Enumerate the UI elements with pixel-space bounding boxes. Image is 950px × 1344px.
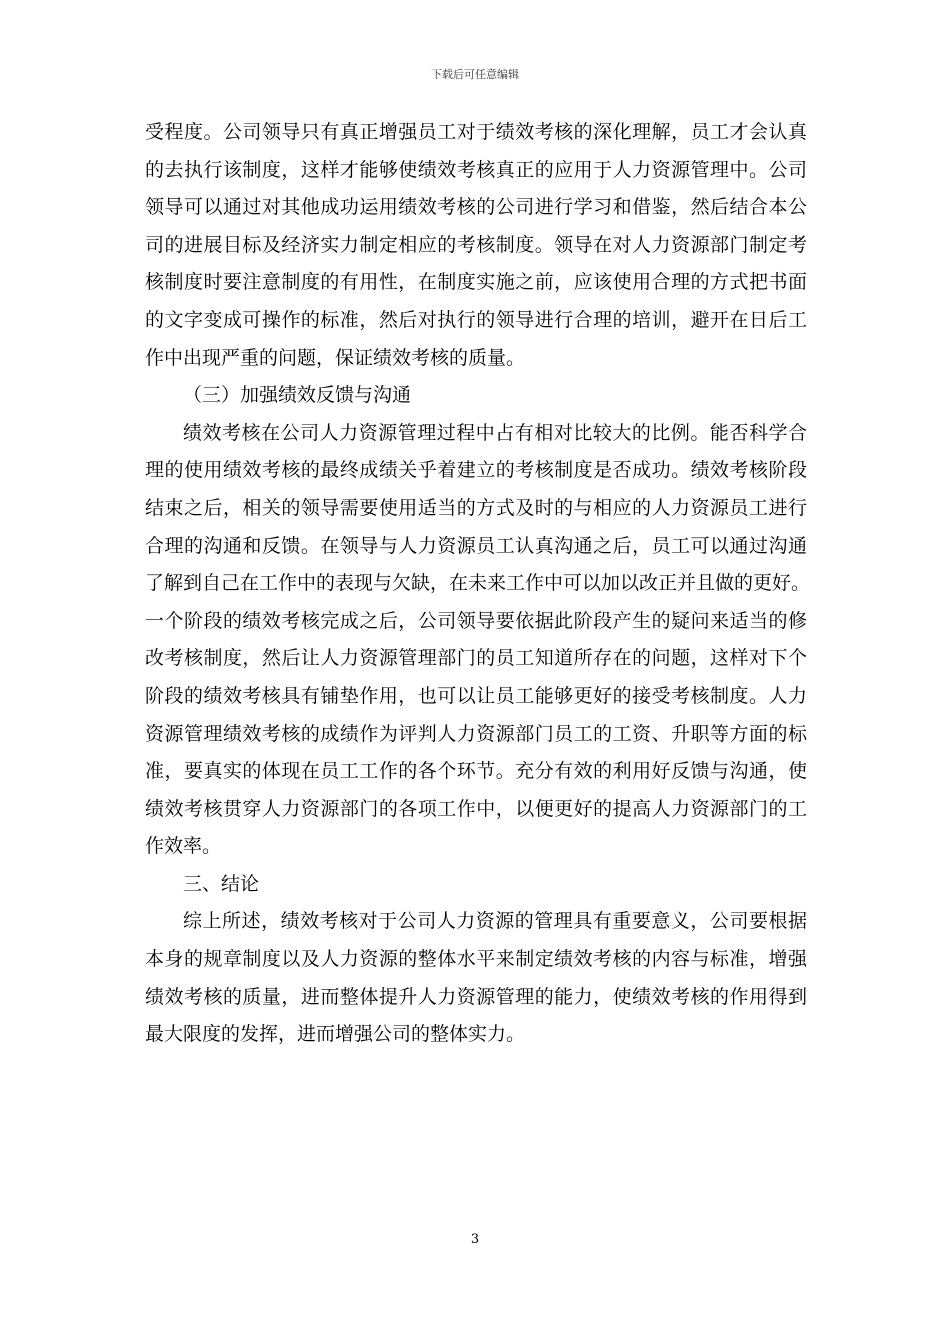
text-line: 结束之后，相关的领导需要使用适当的方式及时的与相应的人力资源员工进行 [145,496,807,519]
text-line: 资源管理绩效考核的成绩作为评判人力资源部门员工的工资、升职等方面的标 [145,722,807,745]
text-line: 领导可以通过对其他成功运用绩效考核的公司进行学习和借鉴，然后结合本公 [145,196,807,219]
document-body [145,114,811,1054]
text-line: 理的使用绩效考核的最终成绩关乎着建立的考核制度是否成功。绩效考核阶段 [145,459,807,482]
text-line: 的去执行该制度，这样才能够使绩效考核真正的应用于人力资源管理中。公司 [145,158,807,181]
text-line: 司的进展目标及经济实力制定相应的考核制度。领导在对人力资源部门制定考 [145,233,807,256]
page-header: 下载后可任意编辑 [431,68,519,81]
text-line: 绩效考核在公司人力资源管理过程中占有相对比较大的比例。能否科学合 [183,421,807,444]
paragraph [145,903,807,1053]
text-line: 了解到自己在工作中的表现与欠缺，在未来工作中可以加以改正并且做的更好。 [145,572,811,595]
text-line: 阶段的绩效考核具有铺垫作用，也可以让员工能够更好的接受考核制度。人力 [145,684,807,707]
heading-text: 三、结论 [183,872,260,895]
text-line: 准，要真实的体现在员工工作的各个环节。充分有效的利用好反馈与沟通，使 [145,760,807,783]
text-line: 合理的沟通和反馈。在领导与人力资源员工认真沟通之后，员工可以通过沟通 [145,534,807,557]
text-line: 作中出现严重的问题，保证绩效考核的质量。 [145,346,526,369]
text-line: 最大限度的发挥，进而增强公司的整体实力。 [145,1023,526,1046]
text-line: 核制度时要注意制度的有用性，在制度实施之前，应该使用合理的方式把书面 [145,271,807,294]
section-heading [145,866,807,904]
text-line: 改考核制度，然后让人力资源管理部门的员工知道所存在的问题，这样对下个 [145,647,807,670]
text-line: 一个阶段的绩效考核完成之后，公司领导要依据此阶段产生的疑问来适当的修 [145,609,807,632]
text-line: 作效率。 [145,835,222,858]
text-line: 综上所述，绩效考核对于公司人力资源的管理具有重要意义，公司要根据 [183,910,807,933]
text-line: 绩效考核贯穿人力资源部门的各项工作中，以便更好的提高人力资源部门的工 [145,797,807,820]
paragraph [145,415,811,866]
page-number: 3 [470,1232,480,1247]
paragraph [145,114,807,377]
text-line: 本身的规章制度以及人力资源的整体水平来制定绩效考核的内容与标准，增强 [145,948,807,971]
text-line: 受程度。公司领导只有真正增强员工对于绩效考核的深化理解，员工才会认真 [145,121,807,143]
text-line: 绩效考核的质量，进而整体提升人力资源管理的能力，使绩效考核的作用得到 [145,985,807,1008]
section-subheading [145,377,807,415]
text-line: 的文字变成可操作的标准，然后对执行的领导进行合理的培训，避开在日后工 [145,308,807,331]
subheading-text: （三）加强绩效反馈与沟通 [183,384,412,407]
